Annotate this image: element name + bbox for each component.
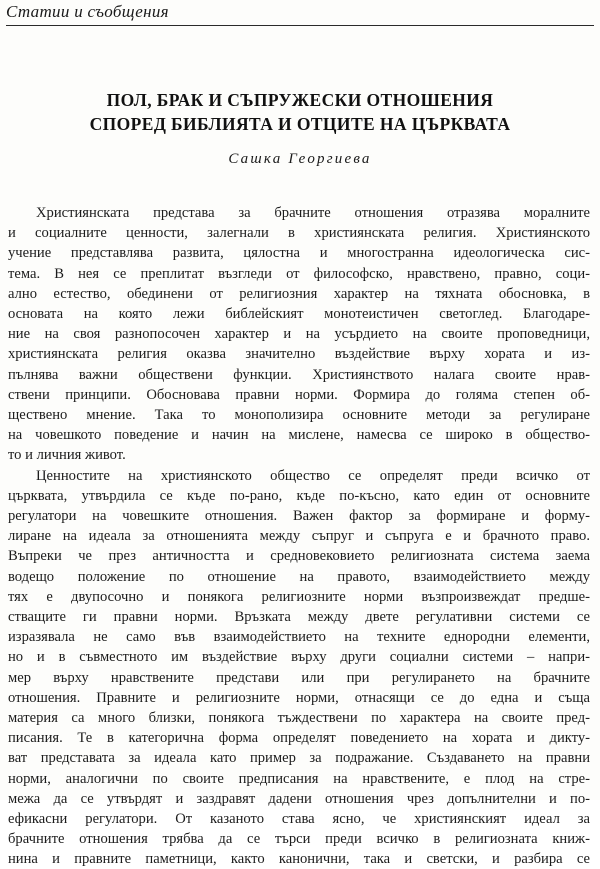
body-line: тема. В нея се преплитат възгледи от философско, нравствено, правно, соци- xyxy=(8,265,590,282)
body-line: изразявала не само във взаимодействието на техните еднородни елементи, xyxy=(8,629,590,646)
body-line: ефикасни регулатори. От казаното става ясно, че християнският идеал за xyxy=(8,811,590,827)
body-line: пълнява важни обществени функции. Християнството налага своите нрав- xyxy=(8,366,590,383)
body-line: лиране на идеала за отношенията между съпруг и съпруга е и брачното право. xyxy=(8,528,590,545)
body-line: на човешкото поведение и начин на мислене, намесва се широко в общество- xyxy=(8,427,590,444)
body-line: но и в съвместното им въздействие върху други социални системи – напри- xyxy=(8,649,590,666)
body-line: материя са много близки, понякога тъждествени по характера на своите пред- xyxy=(8,710,590,726)
body-line: регулатори на човешките отношения. Важен фактор за формиране и форму- xyxy=(8,508,590,524)
body-line: норми, аналогични по своите предписания на нравствените, е плод на стре- xyxy=(8,770,590,787)
body-line: християнската религия оказва значително въздействие върху хората и из- xyxy=(8,346,590,363)
body-line: мер върху нравствените представи или при регулирането на брачните xyxy=(8,669,590,686)
body-line: Ценностите на християнското общество се определят преди всичко от xyxy=(36,467,590,484)
body-line: ствени принципи. Обосновава правни норми. Формира до голяма степен об- xyxy=(8,386,590,403)
body-line: отношения. Правните и религиозните норми, отнасящи се до една и съща xyxy=(8,689,590,706)
section-label: Статии и съобщения xyxy=(6,2,169,21)
article-author: Сашка Георгиева xyxy=(228,151,372,167)
body-line: и социалните ценности, залегнали в християнската религия. Християнското xyxy=(8,225,590,242)
body-line: стващите ги правни норми. Връзката между двете регулативни системи се xyxy=(8,609,590,625)
body-line: межа да се утвърдят и заздравят дадени отношения чрез допълнителни и по- xyxy=(8,790,590,807)
body-line: ват представата за идеала като пример за подражание. Създаването на правни xyxy=(8,750,590,767)
body-line: то и личния живот. xyxy=(8,447,126,464)
body-line: ние на своя разнопосочен характер и на усърдието на своите проповедници, xyxy=(8,326,590,343)
body-line: основата на която лежи библейският монотеистичен светоглед. Благодаре- xyxy=(8,306,590,322)
body-line: църквата, утвърдила се къде по-рано, къде по-късно, като един от основните xyxy=(8,487,590,504)
body-line: ално естество, обединени от религиозния характер на тяхната обосновка, в xyxy=(8,285,590,302)
body-line: ществено мнение. Така то монополизира основните методи за регулиране xyxy=(8,407,590,423)
section-rule xyxy=(6,25,594,26)
body-line: брачните отношения трябва да се търси преди всичко в религиозната книж- xyxy=(8,831,590,848)
body-line: писания. Те в категорична форма определят поведението на хората и дикту- xyxy=(8,730,590,747)
body-line: Въпреки че през античността и средновековието религиозната система заема xyxy=(8,548,590,565)
body-line: Християнската представа за брачните отношения отразява моралните xyxy=(36,205,590,221)
article-title-line-1: ПОЛ, БРАК И СЪПРУЖЕСКИ ОТНОШЕНИЯ xyxy=(106,90,494,110)
body-line: водещо положение по отношение на правото, взаимодействието между xyxy=(8,568,590,585)
body-line: нина и правните паметници, както канонични, така и светски, и разбира се xyxy=(8,851,590,868)
article-title-line-2: СПОРЕД БИБЛИЯТА И ОТЦИТЕ НА ЦЪРКВАТА xyxy=(89,114,511,134)
body-line: учение представлява развита, цялостна и многостранна идеологическа сис- xyxy=(8,245,590,262)
body-line: тях е двупосочно и понякога религиозните норми възпроизвеждат предше- xyxy=(8,588,590,605)
